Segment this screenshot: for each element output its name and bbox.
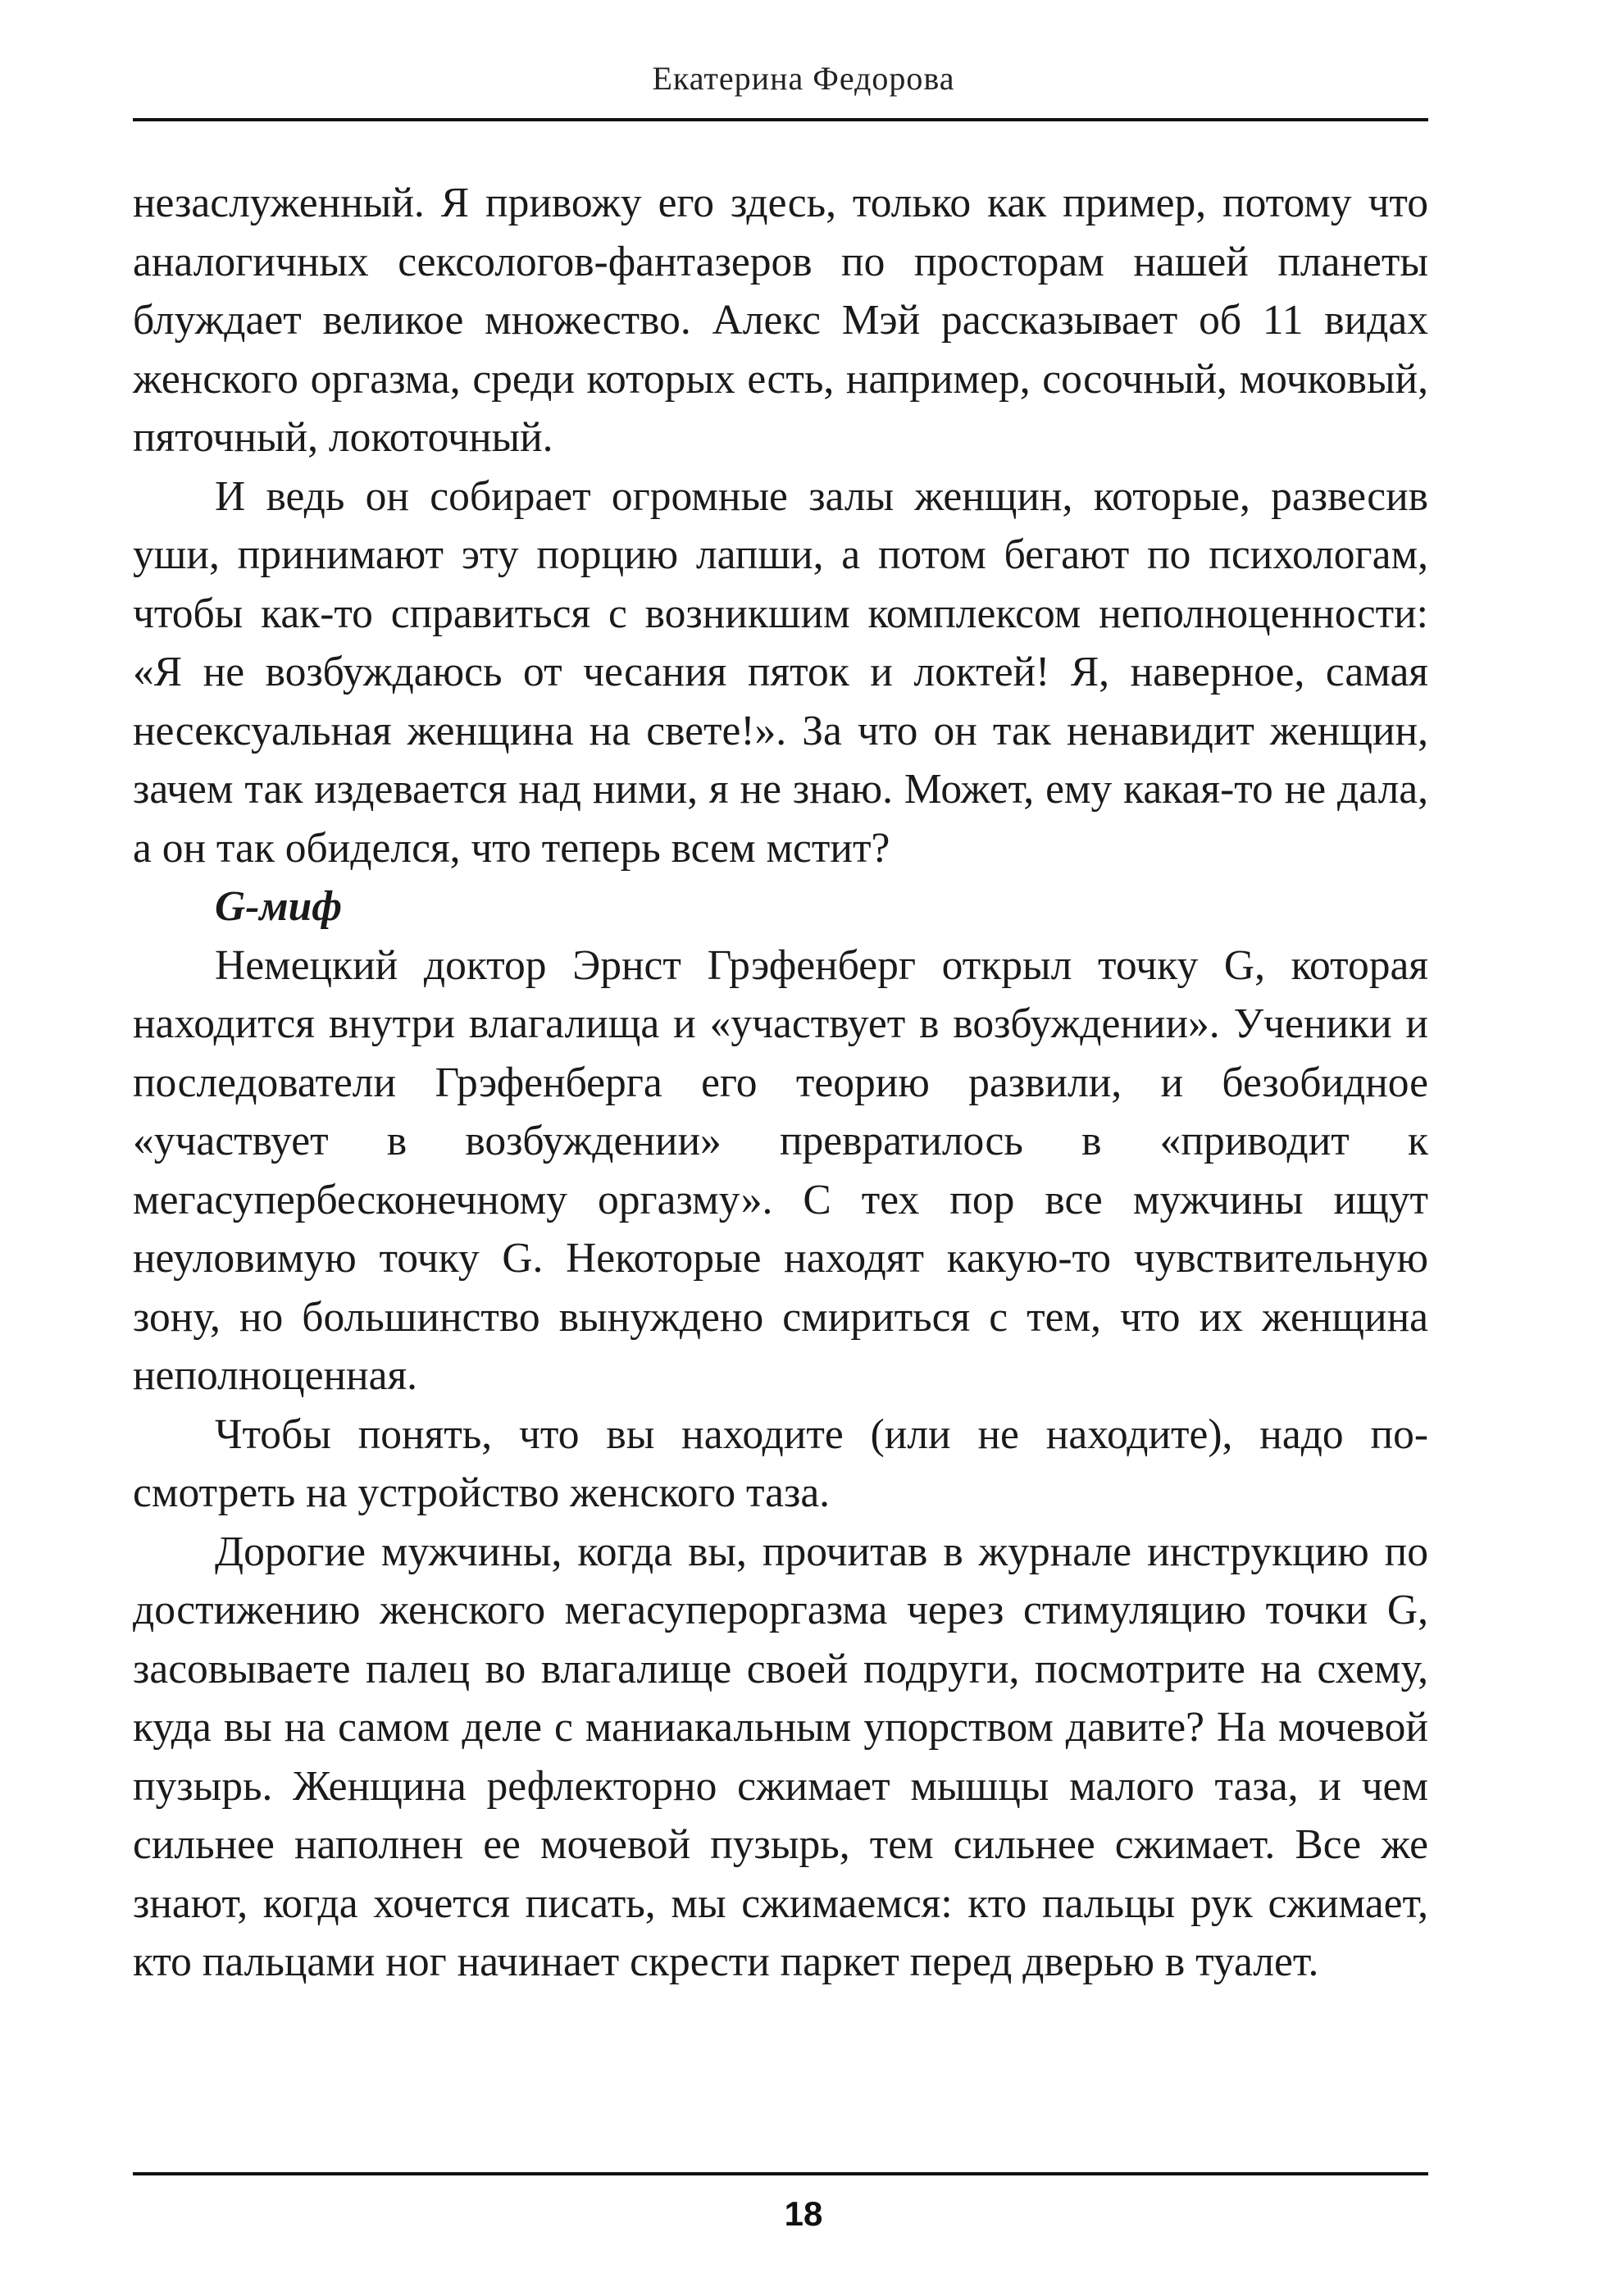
page-number: 18 xyxy=(784,2194,823,2233)
running-header: Екатерина Федорова xyxy=(652,60,955,97)
section-heading: G-миф xyxy=(215,883,343,930)
header-rule xyxy=(133,118,1428,121)
paragraph-1: незаслуженный. Я привожу его здесь, только как пример, потому что аналогичных сексологов-фантазеров по просторам нашей планеты блуждает великое множество. Алекс Мэй рассказывает об 11 видах женского оргазма, среди которых есть, например, сосочный, мочковый, пяточный, локоточный. xyxy=(133,180,1428,461)
page-body xyxy=(133,174,1428,1992)
paragraph-3: Немецкий доктор Эрнст Грэфенберг открыл точку G, которая находится внутри влагалища и «участвует в возбуждении». Ученики и последователи Грэфенберга его теорию развили, и безобидное «участвует в возбуждении» превратилось в «приводит к мегасупербесконечному оргазму». С тех пор все мужчины ищут неуловимую точку G. Некоторые находят какую-то чувствительную зону, но большинство вынуждено смириться с тем, что их женщина неполноценная. xyxy=(133,941,1428,1399)
paragraph-4: Чтобы понять, что вы находите (или не находите), надо посмотреть на устройство женского таза. xyxy=(133,1410,1428,1516)
paragraph-5: Дорогие мужчины, когда вы, прочитав в журнале инструкцию по достижению женского мегасупероргазма через стимуляцию точки G, засовываете палец во влагалище своей подруги, посмотрите на схему, куда вы на самом деле с маниакальным упорством давите? На мочевой пузырь. Женщина рефлекторно сжимает мышцы малого таза, и чем сильнее наполнен ее мочевой пузырь, тем сильнее сжимает. Все же знают, когда хочется писать, мы сжимаемся: кто пальцы рук сжимает, кто пальцами ног начинает скрести паркет перед дверью в туалет. xyxy=(133,1528,1428,1985)
paragraph-2: И ведь он собирает огромные залы женщин, которые, развесив уши, принимают эту порцию лапши, а потом бегают по психологам, чтобы как-то справиться с возникшим комплексом неполноценности: «Я не возбуждаюсь от чесания пяток и локтей! Я, наверное, самая несексуальная женщина на свете!». За что он так ненавидит женщин, зачем так издевается над ними, я не знаю. Может, ему какая-то не дала, а он так обиделся, что теперь всем мстит? xyxy=(133,472,1428,872)
footer-rule xyxy=(133,2172,1428,2175)
